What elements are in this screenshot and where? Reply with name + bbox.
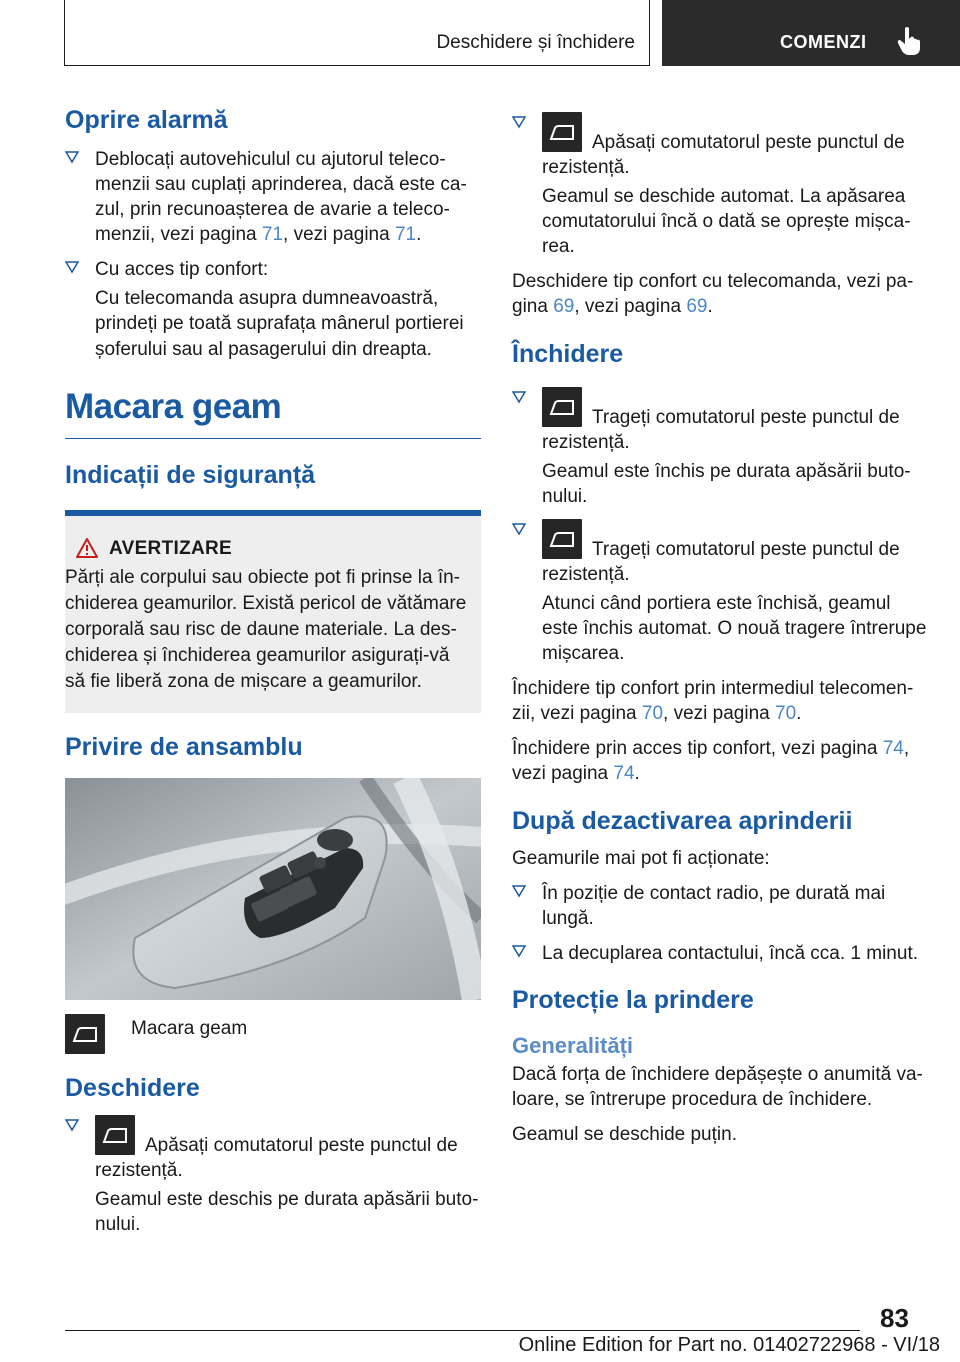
triangle-bullet-icon [512,390,526,404]
page-link[interactable]: 69 [553,296,575,318]
window-lifter-icon [542,387,582,427]
comfort-close-access-paragraph [512,736,930,786]
list-item-text: Cu acces tip confort: [95,259,269,281]
pinch-protection-heading: Protecție la prindere [512,985,754,1014]
page-link[interactable]: 74 [882,738,904,760]
triangle-bullet-icon [512,884,526,898]
door-switch-photo [65,778,481,1000]
list-item-text: . [416,224,422,246]
comfort-close-remote-paragraph [512,676,930,726]
list-item [65,257,481,361]
list-item-text: Apăsați comutatorul peste punctul de rezistență. [95,1134,458,1182]
warning-triangle-icon [75,537,99,559]
page-link[interactable]: 70 [641,703,664,725]
window-lifter-icon [65,1014,105,1054]
list-item-text: În poziție de contact radio, pe durată mai lungă. [542,882,886,929]
after-ignition-list [512,881,930,966]
opening-steps-list-continued [512,112,930,259]
paragraph-text: . [634,763,640,785]
photo-caption [65,1014,481,1054]
general-heading: Generalități [512,1032,634,1058]
closing-steps-list [512,387,930,667]
page-link[interactable]: 74 [613,763,635,785]
left-column [65,100,481,1247]
warning-text: Părți ale corpului sau obiecte pot fi prinse la închiderea geamurilor. Există pericol de vătămare corporală sau risc de daune materiale. La deschiderea și închiderea geamurilor asigurați-vă să fie liberă zona de mișcare a geamurilor. [65,566,467,692]
warning-box [65,516,481,713]
triangle-bullet-icon [65,1118,79,1132]
list-item-subtext: Atunci când portiera este închisă, geamul este închis automat. O nouă tragere întrerupe mișcarea. [542,593,927,665]
paragraph-text: , vezi pagina [574,296,687,318]
header-chapter-tab[interactable] [662,0,960,66]
header-section-title: Deschidere și închidere [436,32,635,53]
list-item-text: Trageți comutatorul peste punctul de rezistență. [542,538,900,585]
paragraph-text: Închidere tip confort prin intermediul telecomenzii, vezi pagina [512,678,914,725]
after-ignition-heading: După dezactivarea aprinderii [512,806,853,835]
triangle-bullet-icon [65,150,79,164]
list-item [512,387,930,509]
page-number: 83 [880,1303,909,1333]
safety-heading: Indicații de siguranță [65,460,316,489]
warning-header [65,536,469,561]
list-item [65,1115,481,1237]
triangle-bullet-icon [512,522,526,536]
list-item-text: La decuplarea contactului, încă cca. 1 minut. [542,942,919,964]
list-item [512,112,930,259]
paragraph-text: , vezi pagina [663,703,776,725]
triangle-bullet-icon [512,115,526,129]
general-paragraph-2: Geamul se deschide puțin. [512,1124,737,1146]
list-item [65,147,481,247]
list-item [512,881,930,931]
page-link[interactable]: 70 [775,703,797,725]
closing-heading: Închidere [512,339,624,368]
paragraph-text: Deschidere tip confort cu telecomanda, vezi pagina [512,271,914,318]
window-lifter-icon [95,1115,135,1155]
main-heading: Macara geam [65,384,481,439]
right-column [512,112,930,1157]
list-item-subtext: Geamul se deschide automat. La apăsarea comutatorului încă o dată se oprește mișcarea. [542,186,911,258]
opening-steps-list [65,1115,481,1237]
alarm-off-heading: Oprire alarmă [65,106,228,134]
header-chapter-title: COMENZI [780,32,867,52]
header-section-box [64,0,650,66]
comfort-open-paragraph [512,269,930,319]
list-item [512,519,930,666]
page-link[interactable]: 69 [686,296,708,318]
list-item-subtext: Geamul este închis pe durata apăsării butonului. [542,460,911,507]
list-item [512,941,930,966]
footer-divider [65,1330,860,1331]
caption-text: Macara geam [131,1017,248,1039]
general-paragraph-1: Dacă forța de închidere depășește o anumită valoare, se întrerupe procedura de închidere. [512,1063,923,1110]
hand-pointer-icon [897,26,923,56]
triangle-bullet-icon [512,944,526,958]
paragraph-text: . [707,296,713,318]
opening-heading: Deschidere [65,1073,200,1102]
list-item-subtext: Cu telecomanda asupra dumneavoastră, prindeți pe toată suprafața mânerul portierei șoferului sau al pasagerului din dreapta. [95,288,464,360]
list-item-text: , vezi pagina [283,224,395,246]
triangle-bullet-icon [65,260,79,274]
page-link[interactable]: 71 [261,224,284,246]
paragraph-text: Închidere prin acces tip confort, vezi pagina [512,738,883,760]
window-lifter-icon [542,112,582,152]
alarm-steps-list [65,147,481,362]
overview-heading: Privire de ansamblu [65,732,303,761]
list-item-text: Apăsați comutatorul peste punctul de rezistență. [542,132,905,179]
warning-label: AVERTIZARE [109,537,232,559]
paragraph-text: , vezi pagina [512,738,910,785]
list-item-text: Deblocați autovehiculul cu ajutorul telecomenzii sau cuplați aprinderea, dacă este cazul, prin recunoașterea de avarie a telecomenzii, vezi pagina [95,149,467,246]
list-item-text: Trageți comutatorul peste punctul de rezistență. [542,406,900,453]
list-item-subtext: Geamul este deschis pe durata apăsării butonului. [95,1189,479,1236]
after-ignition-intro: Geamurile mai pot fi acționate: [512,847,770,869]
page-link[interactable]: 71 [394,224,417,246]
footer-edition: Online Edition for Part no. 01402722968 - VI/18 [518,1334,940,1356]
paragraph-text: . [796,703,802,725]
window-lifter-icon [542,519,582,559]
